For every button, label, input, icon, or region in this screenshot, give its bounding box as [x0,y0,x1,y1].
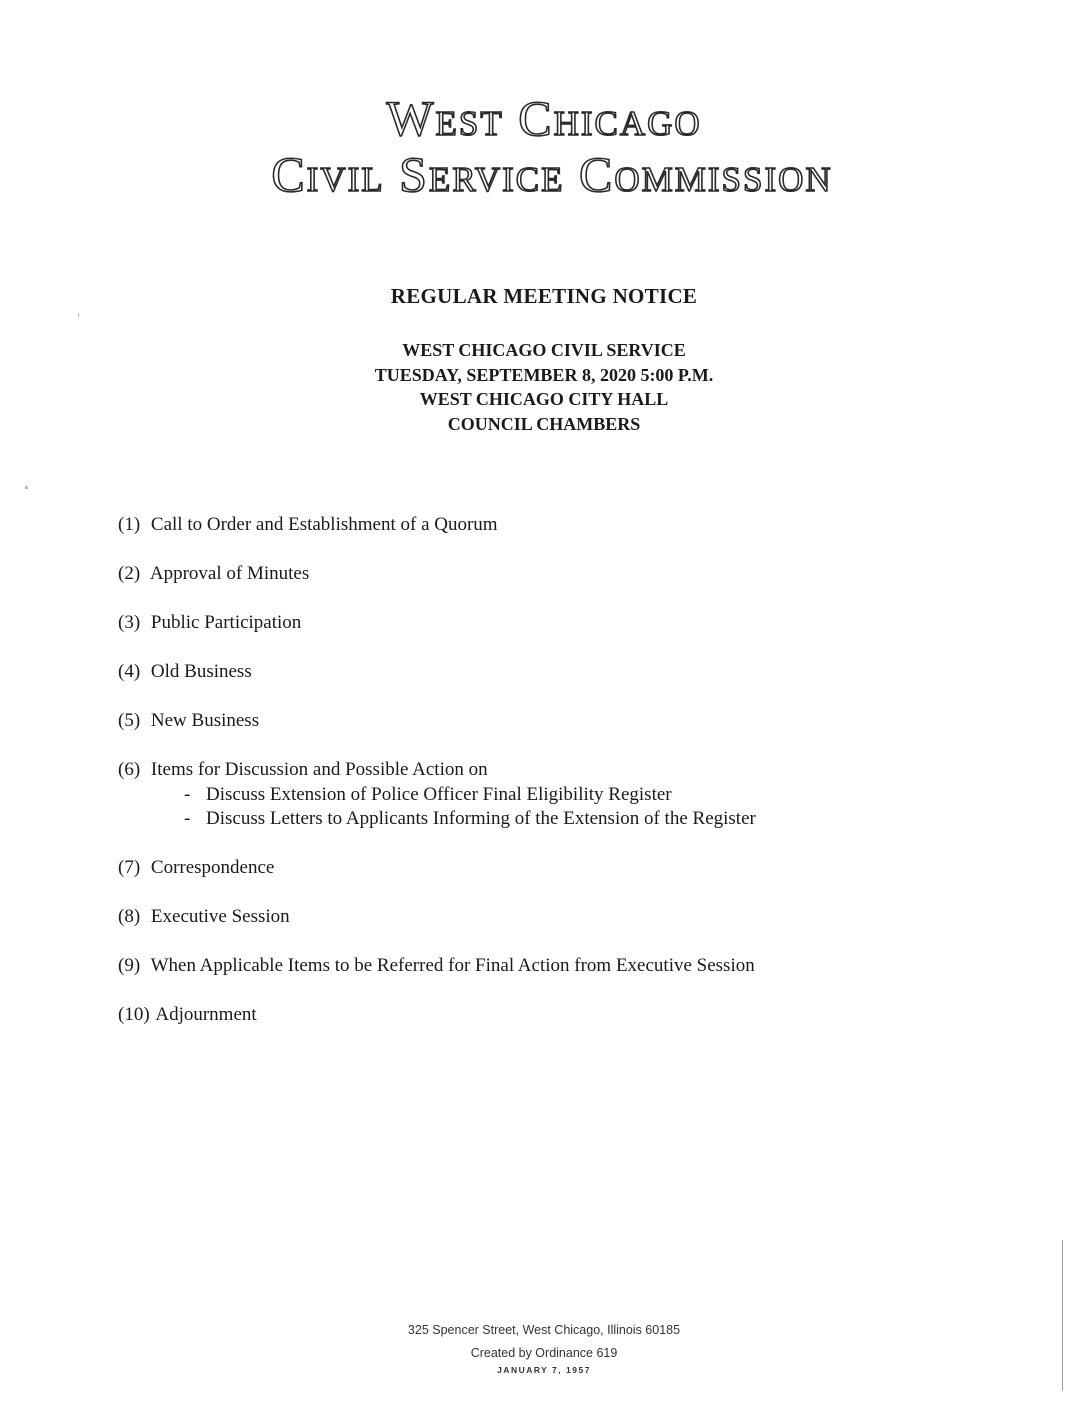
agenda-item-text: Correspondence [150,857,275,878]
meeting-location: WEST CHICAGO CITY HALL [419,389,669,409]
agenda-item [118,661,252,683]
agenda-item-number: (7) [118,857,141,878]
agenda-item [118,563,309,585]
scan-speck [78,313,79,317]
agenda-item-number: (4) [118,661,141,682]
notice-title: REGULAR MEETING NOTICE [390,284,698,308]
sub-item-text: Discuss Letters to Applicants Informing of the Extension of the Register [206,808,756,829]
agenda-item-number: (5) [118,710,141,731]
footer-date: JANUARY 7, 1957 [497,1365,591,1375]
agenda-item-text: Items for Discussion and Possible Action on [150,759,488,780]
agenda-item [118,1004,257,1026]
footer-address: 325 Spencer Street, West Chicago, Illinois 60185 [407,1323,681,1337]
agenda-sub-item [184,807,756,831]
agenda-item-text: Executive Session [150,906,290,927]
footer-created-by: Created by Ordinance 619 [470,1346,618,1360]
letterhead-line-2: Civil Service Commission [271,146,833,202]
agenda-item [118,514,498,536]
agenda-item-text: Public Participation [150,612,302,633]
agenda-item-text: Adjournment [155,1004,257,1025]
agenda-item-number: (10) [118,1004,150,1025]
agenda-item [118,857,274,879]
agenda-item [118,759,756,829]
agenda-item-number: (3) [118,612,141,633]
agenda-item-number: (8) [118,906,141,927]
meeting-info [0,338,1088,436]
agenda-item-text: Approval of Minutes [149,563,310,584]
sub-item-dash: - [184,784,191,805]
letterhead-line-1: West Chicago [386,90,702,146]
agenda-item-number: (2) [118,563,141,584]
agenda-item-number: (6) [118,759,141,780]
agenda-item [118,906,290,928]
agenda-item-text: Old Business [150,661,252,682]
meeting-body: WEST CHICAGO CIVIL SERVICE [402,340,686,360]
agenda-item-text: Call to Order and Establishment of a Quorum [150,514,498,535]
agenda-sub-item [184,783,756,807]
agenda-item-text: New Business [150,710,260,731]
sub-item-dash: - [184,808,191,829]
agenda-sub-list [184,783,756,831]
scan-edge-line [1062,1240,1063,1390]
agenda-item-number: (1) [118,514,141,535]
agenda-item [118,955,755,977]
agenda-item [118,710,259,732]
meeting-room: COUNCIL CHAMBERS [447,413,641,434]
agenda-item [118,612,301,634]
agenda-item-number: (9) [118,955,141,976]
agenda-item-text: When Applicable Items to be Referred for Final Action from Executive Session [150,955,755,976]
scan-speck [25,486,28,489]
meeting-datetime: TUESDAY, SEPTEMBER 8, 2020 5:00 P.M. [374,364,714,385]
sub-item-text: Discuss Extension of Police Officer Final Eligibility Register [206,784,672,805]
